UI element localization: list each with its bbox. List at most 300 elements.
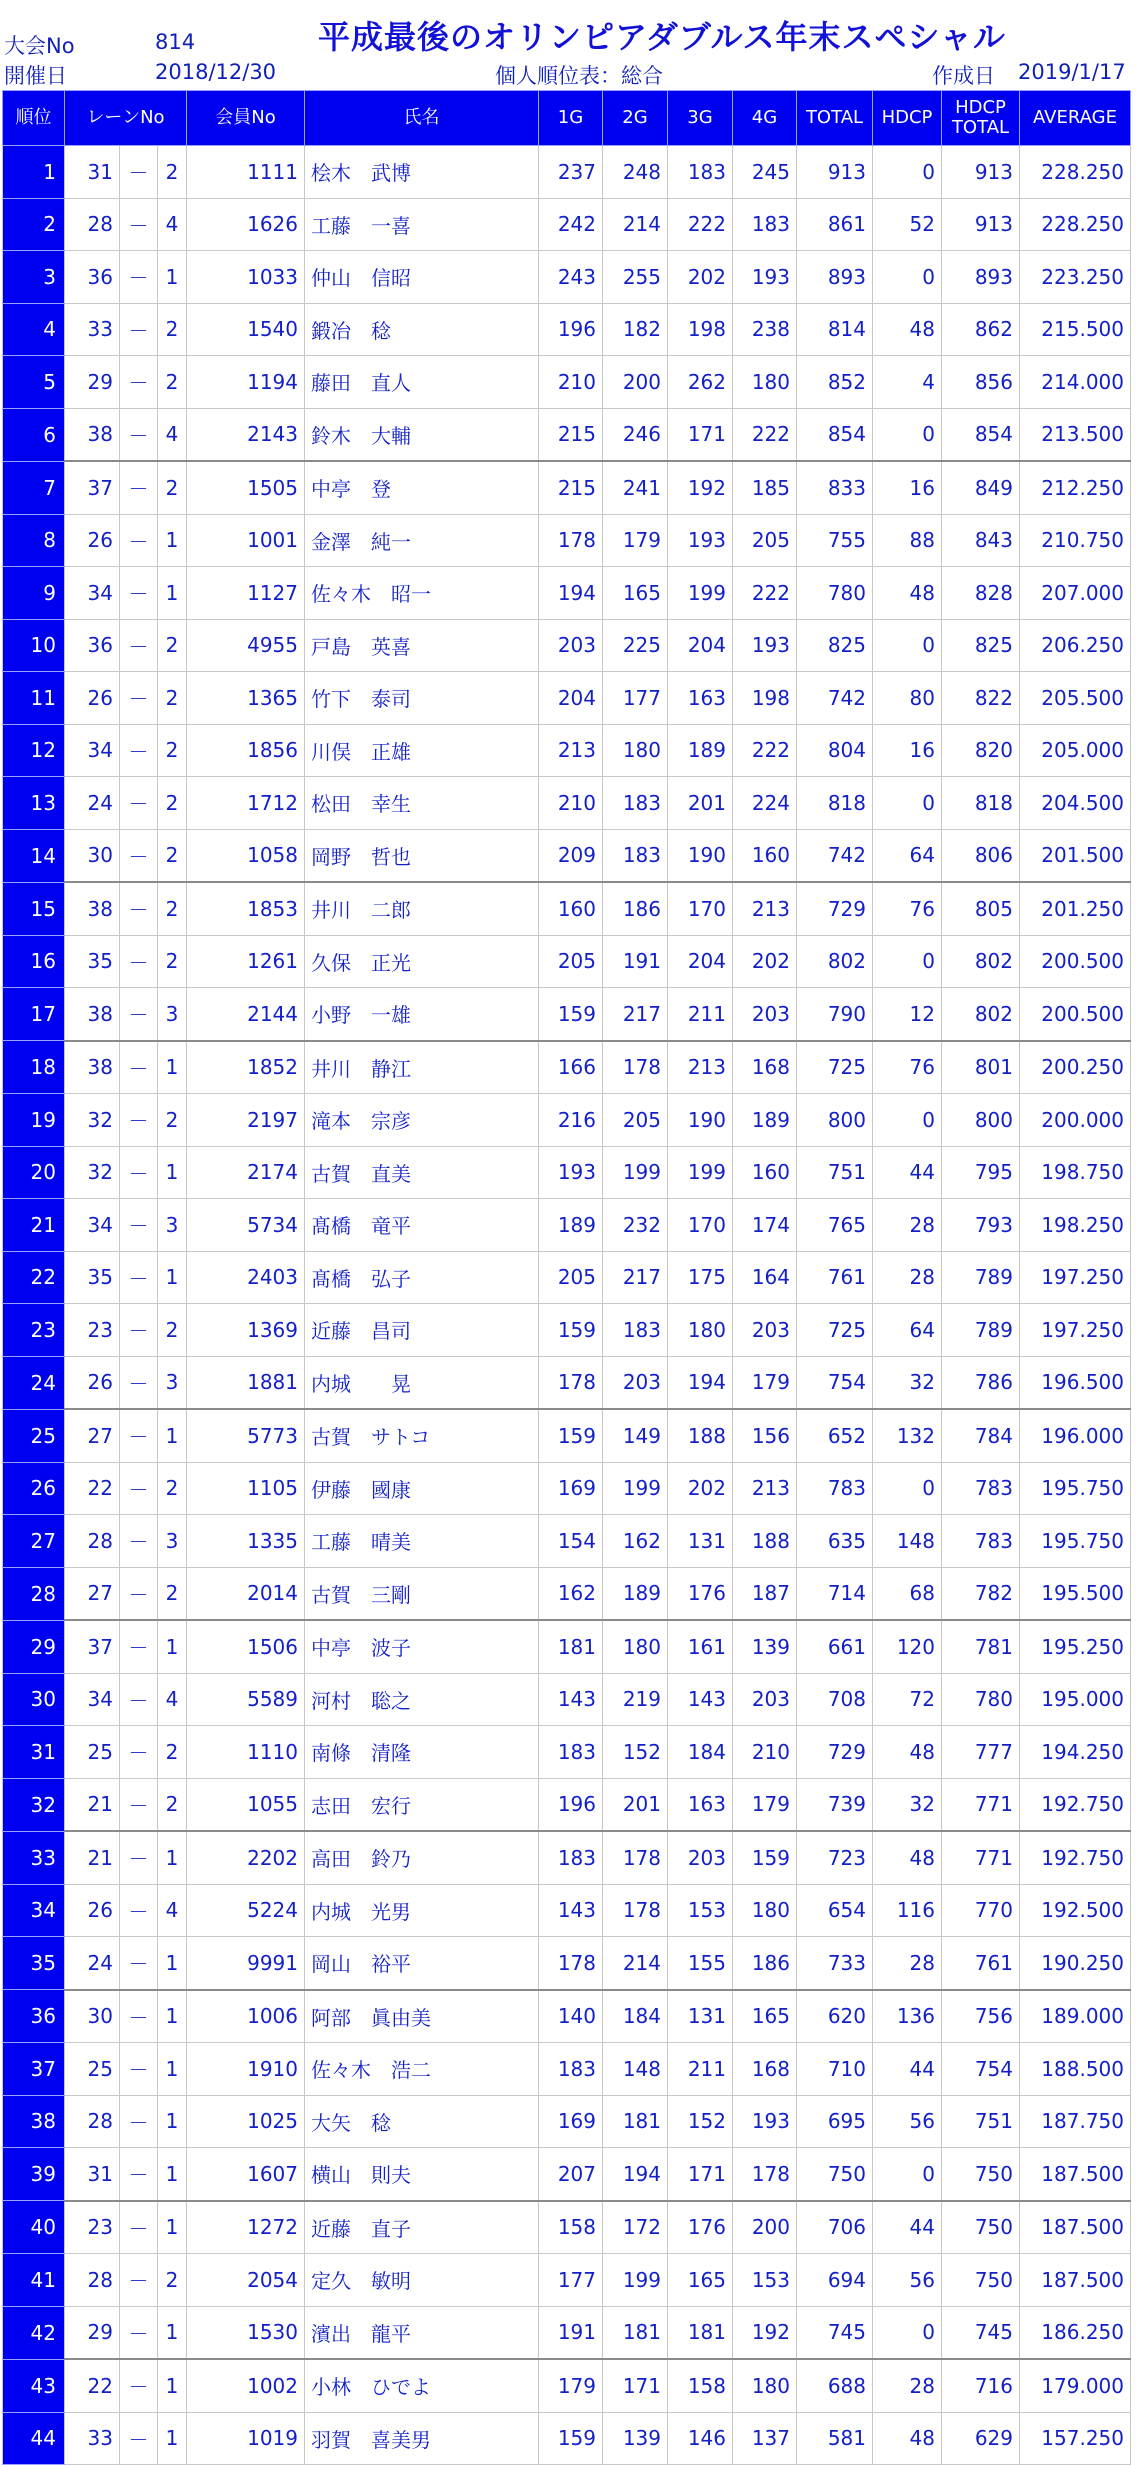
name-cell: 桧木 武博 xyxy=(305,146,539,199)
game2-cell: 255 xyxy=(603,251,668,304)
hdcp-total-cell: 795 xyxy=(942,1146,1020,1199)
game1-cell: 159 xyxy=(539,988,603,1041)
game1-cell: 205 xyxy=(539,1251,603,1304)
col-game2: 2G xyxy=(603,91,668,146)
lane-separator: － xyxy=(120,619,158,672)
hdcp-cell: 148 xyxy=(873,1515,942,1568)
total-cell: 694 xyxy=(797,2254,873,2307)
game3-cell: 152 xyxy=(668,2095,733,2148)
average-cell: 200.250 xyxy=(1020,1041,1131,1094)
average-cell: 215.500 xyxy=(1020,303,1131,356)
average-cell: 187.500 xyxy=(1020,2254,1131,2307)
game2-cell: 217 xyxy=(603,1251,668,1304)
lane-cell: 33 xyxy=(65,2412,120,2465)
name-cell: 古賀 三剛 xyxy=(305,1567,539,1620)
box-cell: 2 xyxy=(158,1726,187,1779)
lane-cell: 34 xyxy=(65,1199,120,1252)
average-cell: 206.250 xyxy=(1020,619,1131,672)
box-cell: 4 xyxy=(158,1673,187,1726)
name-cell: 近藤 直子 xyxy=(305,2201,539,2254)
lane-separator: － xyxy=(120,1041,158,1094)
rank-cell: 40 xyxy=(3,2201,65,2254)
hdcp-cell: 76 xyxy=(873,1041,942,1094)
game1-cell: 143 xyxy=(539,1673,603,1726)
game1-cell: 177 xyxy=(539,2254,603,2307)
game3-cell: 171 xyxy=(668,408,733,461)
box-cell: 2 xyxy=(158,882,187,935)
hdcp-cell: 44 xyxy=(873,2201,942,2254)
table-row xyxy=(3,567,1131,620)
total-cell: 635 xyxy=(797,1515,873,1568)
rank-cell: 4 xyxy=(3,303,65,356)
box-cell: 2 xyxy=(158,356,187,409)
hdcp-cell: 32 xyxy=(873,1778,942,1831)
game1-cell: 178 xyxy=(539,514,603,567)
lane-separator: － xyxy=(120,356,158,409)
lane-separator: － xyxy=(120,2201,158,2254)
name-cell: 小野 一雄 xyxy=(305,988,539,1041)
name-cell: 濱出 龍平 xyxy=(305,2306,539,2359)
name-cell: 工藤 晴美 xyxy=(305,1515,539,1568)
total-cell: 790 xyxy=(797,988,873,1041)
rank-cell: 20 xyxy=(3,1146,65,1199)
game1-cell: 143 xyxy=(539,1884,603,1937)
total-cell: 755 xyxy=(797,514,873,567)
total-cell: 800 xyxy=(797,1094,873,1147)
total-cell: 913 xyxy=(797,146,873,199)
game2-cell: 241 xyxy=(603,461,668,514)
lane-separator: － xyxy=(120,1304,158,1357)
game3-cell: 199 xyxy=(668,1146,733,1199)
member-no-cell: 1272 xyxy=(187,2201,305,2254)
game4-cell: 174 xyxy=(733,1199,797,1252)
box-cell: 1 xyxy=(158,2043,187,2096)
member-no-cell: 1194 xyxy=(187,356,305,409)
rank-cell: 30 xyxy=(3,1673,65,1726)
lane-separator: － xyxy=(120,461,158,514)
game2-cell: 199 xyxy=(603,2254,668,2307)
game1-cell: 209 xyxy=(539,829,603,882)
total-cell: 581 xyxy=(797,2412,873,2465)
game3-cell: 180 xyxy=(668,1304,733,1357)
lane-separator: － xyxy=(120,2148,158,2201)
table-row xyxy=(3,1356,1131,1409)
rank-cell: 21 xyxy=(3,1199,65,1252)
lane-separator: － xyxy=(120,1990,158,2043)
box-cell: 3 xyxy=(158,1199,187,1252)
name-cell: 河村 聡之 xyxy=(305,1673,539,1726)
lane-cell: 35 xyxy=(65,1251,120,1304)
total-cell: 695 xyxy=(797,2095,873,2148)
average-cell: 189.000 xyxy=(1020,1990,1131,2043)
lane-separator: － xyxy=(120,777,158,830)
table-row xyxy=(3,146,1131,199)
total-cell: 742 xyxy=(797,829,873,882)
game1-cell: 159 xyxy=(539,2412,603,2465)
average-cell: 197.250 xyxy=(1020,1304,1131,1357)
game1-cell: 159 xyxy=(539,1304,603,1357)
average-cell: 204.500 xyxy=(1020,777,1131,830)
hdcp-cell: 44 xyxy=(873,2043,942,2096)
hdcp-cell: 16 xyxy=(873,724,942,777)
lane-separator: － xyxy=(120,2412,158,2465)
average-cell: 186.250 xyxy=(1020,2306,1131,2359)
game3-cell: 153 xyxy=(668,1884,733,1937)
total-cell: 710 xyxy=(797,2043,873,2096)
lane-separator: － xyxy=(120,1199,158,1252)
table-row xyxy=(3,1462,1131,1515)
lane-cell: 25 xyxy=(65,1726,120,1779)
average-cell: 192.750 xyxy=(1020,1831,1131,1884)
member-no-cell: 1910 xyxy=(187,2043,305,2096)
game4-cell: 193 xyxy=(733,619,797,672)
game4-cell: 202 xyxy=(733,935,797,988)
member-no-cell: 1852 xyxy=(187,1041,305,1094)
col-rank: 順位 xyxy=(3,91,65,146)
hdcp-total-cell: 913 xyxy=(942,198,1020,251)
hdcp-total-cell: 789 xyxy=(942,1251,1020,1304)
game4-cell: 188 xyxy=(733,1515,797,1568)
lane-cell: 30 xyxy=(65,1990,120,2043)
member-no-cell: 1607 xyxy=(187,2148,305,2201)
rank-cell: 42 xyxy=(3,2306,65,2359)
game3-cell: 165 xyxy=(668,2254,733,2307)
total-cell: 893 xyxy=(797,251,873,304)
table-row xyxy=(3,1884,1131,1937)
name-cell: 髙橋 竜平 xyxy=(305,1199,539,1252)
average-cell: 187.500 xyxy=(1020,2201,1131,2254)
member-no-cell: 1058 xyxy=(187,829,305,882)
total-cell: 754 xyxy=(797,1356,873,1409)
game1-cell: 169 xyxy=(539,2095,603,2148)
game1-cell: 183 xyxy=(539,1726,603,1779)
table-row xyxy=(3,1567,1131,1620)
game4-cell: 159 xyxy=(733,1831,797,1884)
lane-cell: 21 xyxy=(65,1831,120,1884)
game4-cell: 178 xyxy=(733,2148,797,2201)
game3-cell: 202 xyxy=(668,1462,733,1515)
hdcp-cell: 0 xyxy=(873,2306,942,2359)
hdcp-total-cell: 786 xyxy=(942,1356,1020,1409)
lane-cell: 25 xyxy=(65,2043,120,2096)
game4-cell: 164 xyxy=(733,1251,797,1304)
game2-cell: 149 xyxy=(603,1409,668,1462)
hdcp-cell: 28 xyxy=(873,1937,942,1990)
game3-cell: 204 xyxy=(668,935,733,988)
lane-separator: － xyxy=(120,251,158,304)
hdcp-cell: 4 xyxy=(873,356,942,409)
box-cell: 1 xyxy=(158,1990,187,2043)
game1-cell: 210 xyxy=(539,777,603,830)
total-cell: 825 xyxy=(797,619,873,672)
lane-separator: － xyxy=(120,1673,158,1726)
total-cell: 751 xyxy=(797,1146,873,1199)
member-no-cell: 2054 xyxy=(187,2254,305,2307)
hdcp-cell: 0 xyxy=(873,1462,942,1515)
game4-cell: 198 xyxy=(733,672,797,725)
hdcp-total-cell: 780 xyxy=(942,1673,1020,1726)
game2-cell: 162 xyxy=(603,1515,668,1568)
game3-cell: 170 xyxy=(668,882,733,935)
game1-cell: 169 xyxy=(539,1462,603,1515)
name-cell: 横山 則夫 xyxy=(305,2148,539,2201)
box-cell: 1 xyxy=(158,1409,187,1462)
rank-cell: 1 xyxy=(3,146,65,199)
game4-cell: 205 xyxy=(733,514,797,567)
name-cell: 鈴木 大輔 xyxy=(305,408,539,461)
game3-cell: 194 xyxy=(668,1356,733,1409)
table-row xyxy=(3,1673,1131,1726)
hdcp-cell: 48 xyxy=(873,1831,942,1884)
rank-cell: 38 xyxy=(3,2095,65,2148)
lane-cell: 34 xyxy=(65,567,120,620)
lane-separator: － xyxy=(120,408,158,461)
member-no-cell: 1365 xyxy=(187,672,305,725)
total-cell: 750 xyxy=(797,2148,873,2201)
game3-cell: 189 xyxy=(668,724,733,777)
game3-cell: 201 xyxy=(668,777,733,830)
game2-cell: 180 xyxy=(603,724,668,777)
rank-cell: 10 xyxy=(3,619,65,672)
hdcp-cell: 16 xyxy=(873,461,942,514)
member-no-cell: 5224 xyxy=(187,1884,305,1937)
member-no-cell: 1261 xyxy=(187,935,305,988)
hdcp-total-cell: 893 xyxy=(942,251,1020,304)
hdcp-cell: 0 xyxy=(873,619,942,672)
rank-cell: 14 xyxy=(3,829,65,882)
game4-cell: 210 xyxy=(733,1726,797,1779)
total-cell: 688 xyxy=(797,2359,873,2412)
lane-separator: － xyxy=(120,1778,158,1831)
game1-cell: 243 xyxy=(539,251,603,304)
rank-cell: 41 xyxy=(3,2254,65,2307)
rank-cell: 23 xyxy=(3,1304,65,1357)
game4-cell: 203 xyxy=(733,1673,797,1726)
lane-separator: － xyxy=(120,1462,158,1515)
lane-cell: 26 xyxy=(65,1884,120,1937)
table-row xyxy=(3,303,1131,356)
game3-cell: 161 xyxy=(668,1620,733,1673)
hdcp-total-cell: 801 xyxy=(942,1041,1020,1094)
hdcp-total-cell: 781 xyxy=(942,1620,1020,1673)
total-cell: 654 xyxy=(797,1884,873,1937)
average-cell: 196.500 xyxy=(1020,1356,1131,1409)
total-cell: 745 xyxy=(797,2306,873,2359)
lane-cell: 24 xyxy=(65,1937,120,1990)
hdcp-cell: 0 xyxy=(873,146,942,199)
name-cell: 大矢 稔 xyxy=(305,2095,539,2148)
rank-cell: 5 xyxy=(3,356,65,409)
game3-cell: 146 xyxy=(668,2412,733,2465)
hdcp-total-cell: 751 xyxy=(942,2095,1020,2148)
average-cell: 188.500 xyxy=(1020,2043,1131,2096)
average-cell: 205.500 xyxy=(1020,672,1131,725)
average-cell: 200.500 xyxy=(1020,935,1131,988)
box-cell: 1 xyxy=(158,2201,187,2254)
hdcp-total-cell: 820 xyxy=(942,724,1020,777)
average-cell: 190.250 xyxy=(1020,1937,1131,1990)
game4-cell: 185 xyxy=(733,461,797,514)
game1-cell: 181 xyxy=(539,1620,603,1673)
page-title: 平成最後のオリンピアダブルス年末スペシャル xyxy=(318,18,1006,56)
game2-cell: 165 xyxy=(603,567,668,620)
hdcp-cell: 72 xyxy=(873,1673,942,1726)
hdcp-total-cell: 862 xyxy=(942,303,1020,356)
game4-cell: 238 xyxy=(733,303,797,356)
hdcp-total-cell: 849 xyxy=(942,461,1020,514)
game3-cell: 204 xyxy=(668,619,733,672)
lane-separator: － xyxy=(120,829,158,882)
box-cell: 1 xyxy=(158,2306,187,2359)
box-cell: 1 xyxy=(158,1937,187,1990)
rank-cell: 34 xyxy=(3,1884,65,1937)
lane-cell: 27 xyxy=(65,1409,120,1462)
game2-cell: 177 xyxy=(603,672,668,725)
game4-cell: 193 xyxy=(733,251,797,304)
rank-cell: 9 xyxy=(3,567,65,620)
lane-separator: － xyxy=(120,514,158,567)
table-row xyxy=(3,461,1131,514)
game4-cell: 186 xyxy=(733,1937,797,1990)
hdcp-cell: 136 xyxy=(873,1990,942,2043)
rank-cell: 25 xyxy=(3,1409,65,1462)
game2-cell: 148 xyxy=(603,2043,668,2096)
hdcp-cell: 0 xyxy=(873,408,942,461)
game1-cell: 205 xyxy=(539,935,603,988)
name-cell: 内城 光男 xyxy=(305,1884,539,1937)
hdcp-cell: 48 xyxy=(873,2412,942,2465)
table-row xyxy=(3,1094,1131,1147)
hdcp-total-cell: 750 xyxy=(942,2201,1020,2254)
col-hdcp-total: HDCP TOTAL xyxy=(942,91,1020,146)
average-cell: 201.500 xyxy=(1020,829,1131,882)
hdcp-total-cell: 750 xyxy=(942,2254,1020,2307)
hdcp-total-cell: 789 xyxy=(942,1304,1020,1357)
table-row xyxy=(3,1620,1131,1673)
average-cell: 228.250 xyxy=(1020,146,1131,199)
hdcp-total-cell: 784 xyxy=(942,1409,1020,1462)
table-row xyxy=(3,882,1131,935)
lane-cell: 28 xyxy=(65,198,120,251)
average-cell: 201.250 xyxy=(1020,882,1131,935)
rank-cell: 36 xyxy=(3,1990,65,2043)
game3-cell: 211 xyxy=(668,2043,733,2096)
game4-cell: 179 xyxy=(733,1778,797,1831)
game4-cell: 222 xyxy=(733,408,797,461)
table-row xyxy=(3,1831,1131,1884)
box-cell: 1 xyxy=(158,1620,187,1673)
lane-separator: － xyxy=(120,1409,158,1462)
lane-cell: 30 xyxy=(65,829,120,882)
member-no-cell: 1127 xyxy=(187,567,305,620)
game4-cell: 180 xyxy=(733,1884,797,1937)
game4-cell: 156 xyxy=(733,1409,797,1462)
hdcp-cell: 48 xyxy=(873,1726,942,1779)
game2-cell: 203 xyxy=(603,1356,668,1409)
game4-cell: 200 xyxy=(733,2201,797,2254)
total-cell: 802 xyxy=(797,935,873,988)
rank-cell: 31 xyxy=(3,1726,65,1779)
game3-cell: 155 xyxy=(668,1937,733,1990)
game2-cell: 200 xyxy=(603,356,668,409)
average-cell: 157.250 xyxy=(1020,2412,1131,2465)
game3-cell: 183 xyxy=(668,146,733,199)
lane-cell: 32 xyxy=(65,1146,120,1199)
rank-cell: 26 xyxy=(3,1462,65,1515)
game1-cell: 166 xyxy=(539,1041,603,1094)
game4-cell: 224 xyxy=(733,777,797,830)
hdcp-cell: 56 xyxy=(873,2095,942,2148)
lane-cell: 29 xyxy=(65,356,120,409)
hdcp-total-cell: 802 xyxy=(942,935,1020,988)
name-cell: 中亭 登 xyxy=(305,461,539,514)
total-cell: 661 xyxy=(797,1620,873,1673)
name-cell: 定久 敏明 xyxy=(305,2254,539,2307)
rank-cell: 11 xyxy=(3,672,65,725)
hdcp-total-cell: 913 xyxy=(942,146,1020,199)
total-cell: 814 xyxy=(797,303,873,356)
hdcp-cell: 0 xyxy=(873,251,942,304)
member-no-cell: 2197 xyxy=(187,1094,305,1147)
hdcp-cell: 116 xyxy=(873,1884,942,1937)
box-cell: 1 xyxy=(158,2412,187,2465)
average-cell: 228.250 xyxy=(1020,198,1131,251)
average-cell: 207.000 xyxy=(1020,567,1131,620)
game4-cell: 193 xyxy=(733,2095,797,2148)
game3-cell: 171 xyxy=(668,2148,733,2201)
game3-cell: 188 xyxy=(668,1409,733,1462)
name-cell: 古賀 サトコ xyxy=(305,1409,539,1462)
member-no-cell: 5589 xyxy=(187,1673,305,1726)
member-no-cell: 2174 xyxy=(187,1146,305,1199)
hdcp-total-cell: 771 xyxy=(942,1778,1020,1831)
hdcp-cell: 44 xyxy=(873,1146,942,1199)
table-row xyxy=(3,1304,1131,1357)
lane-cell: 28 xyxy=(65,2254,120,2307)
game2-cell: 205 xyxy=(603,1094,668,1147)
rank-cell: 37 xyxy=(3,2043,65,2096)
lane-separator: － xyxy=(120,1726,158,1779)
hdcp-cell: 88 xyxy=(873,514,942,567)
lane-cell: 21 xyxy=(65,1778,120,1831)
rank-cell: 39 xyxy=(3,2148,65,2201)
member-no-cell: 1853 xyxy=(187,882,305,935)
total-cell: 729 xyxy=(797,1726,873,1779)
lane-separator: － xyxy=(120,1831,158,1884)
game2-cell: 178 xyxy=(603,1041,668,1094)
game4-cell: 222 xyxy=(733,567,797,620)
table-row xyxy=(3,2254,1131,2307)
table-row xyxy=(3,1990,1131,2043)
member-no-cell: 2202 xyxy=(187,1831,305,1884)
table-row xyxy=(3,1515,1131,1568)
game3-cell: 184 xyxy=(668,1726,733,1779)
game4-cell: 183 xyxy=(733,198,797,251)
hdcp-total-cell: 800 xyxy=(942,1094,1020,1147)
rank-cell: 19 xyxy=(3,1094,65,1147)
member-no-cell: 1881 xyxy=(187,1356,305,1409)
average-cell: 192.500 xyxy=(1020,1884,1131,1937)
name-cell: 佐々木 浩二 xyxy=(305,2043,539,2096)
game2-cell: 180 xyxy=(603,1620,668,1673)
box-cell: 3 xyxy=(158,988,187,1041)
box-cell: 1 xyxy=(158,1041,187,1094)
game4-cell: 179 xyxy=(733,1356,797,1409)
name-cell: 鍛冶 稔 xyxy=(305,303,539,356)
hdcp-cell: 52 xyxy=(873,198,942,251)
col-total: TOTAL xyxy=(797,91,873,146)
game1-cell: 178 xyxy=(539,1356,603,1409)
